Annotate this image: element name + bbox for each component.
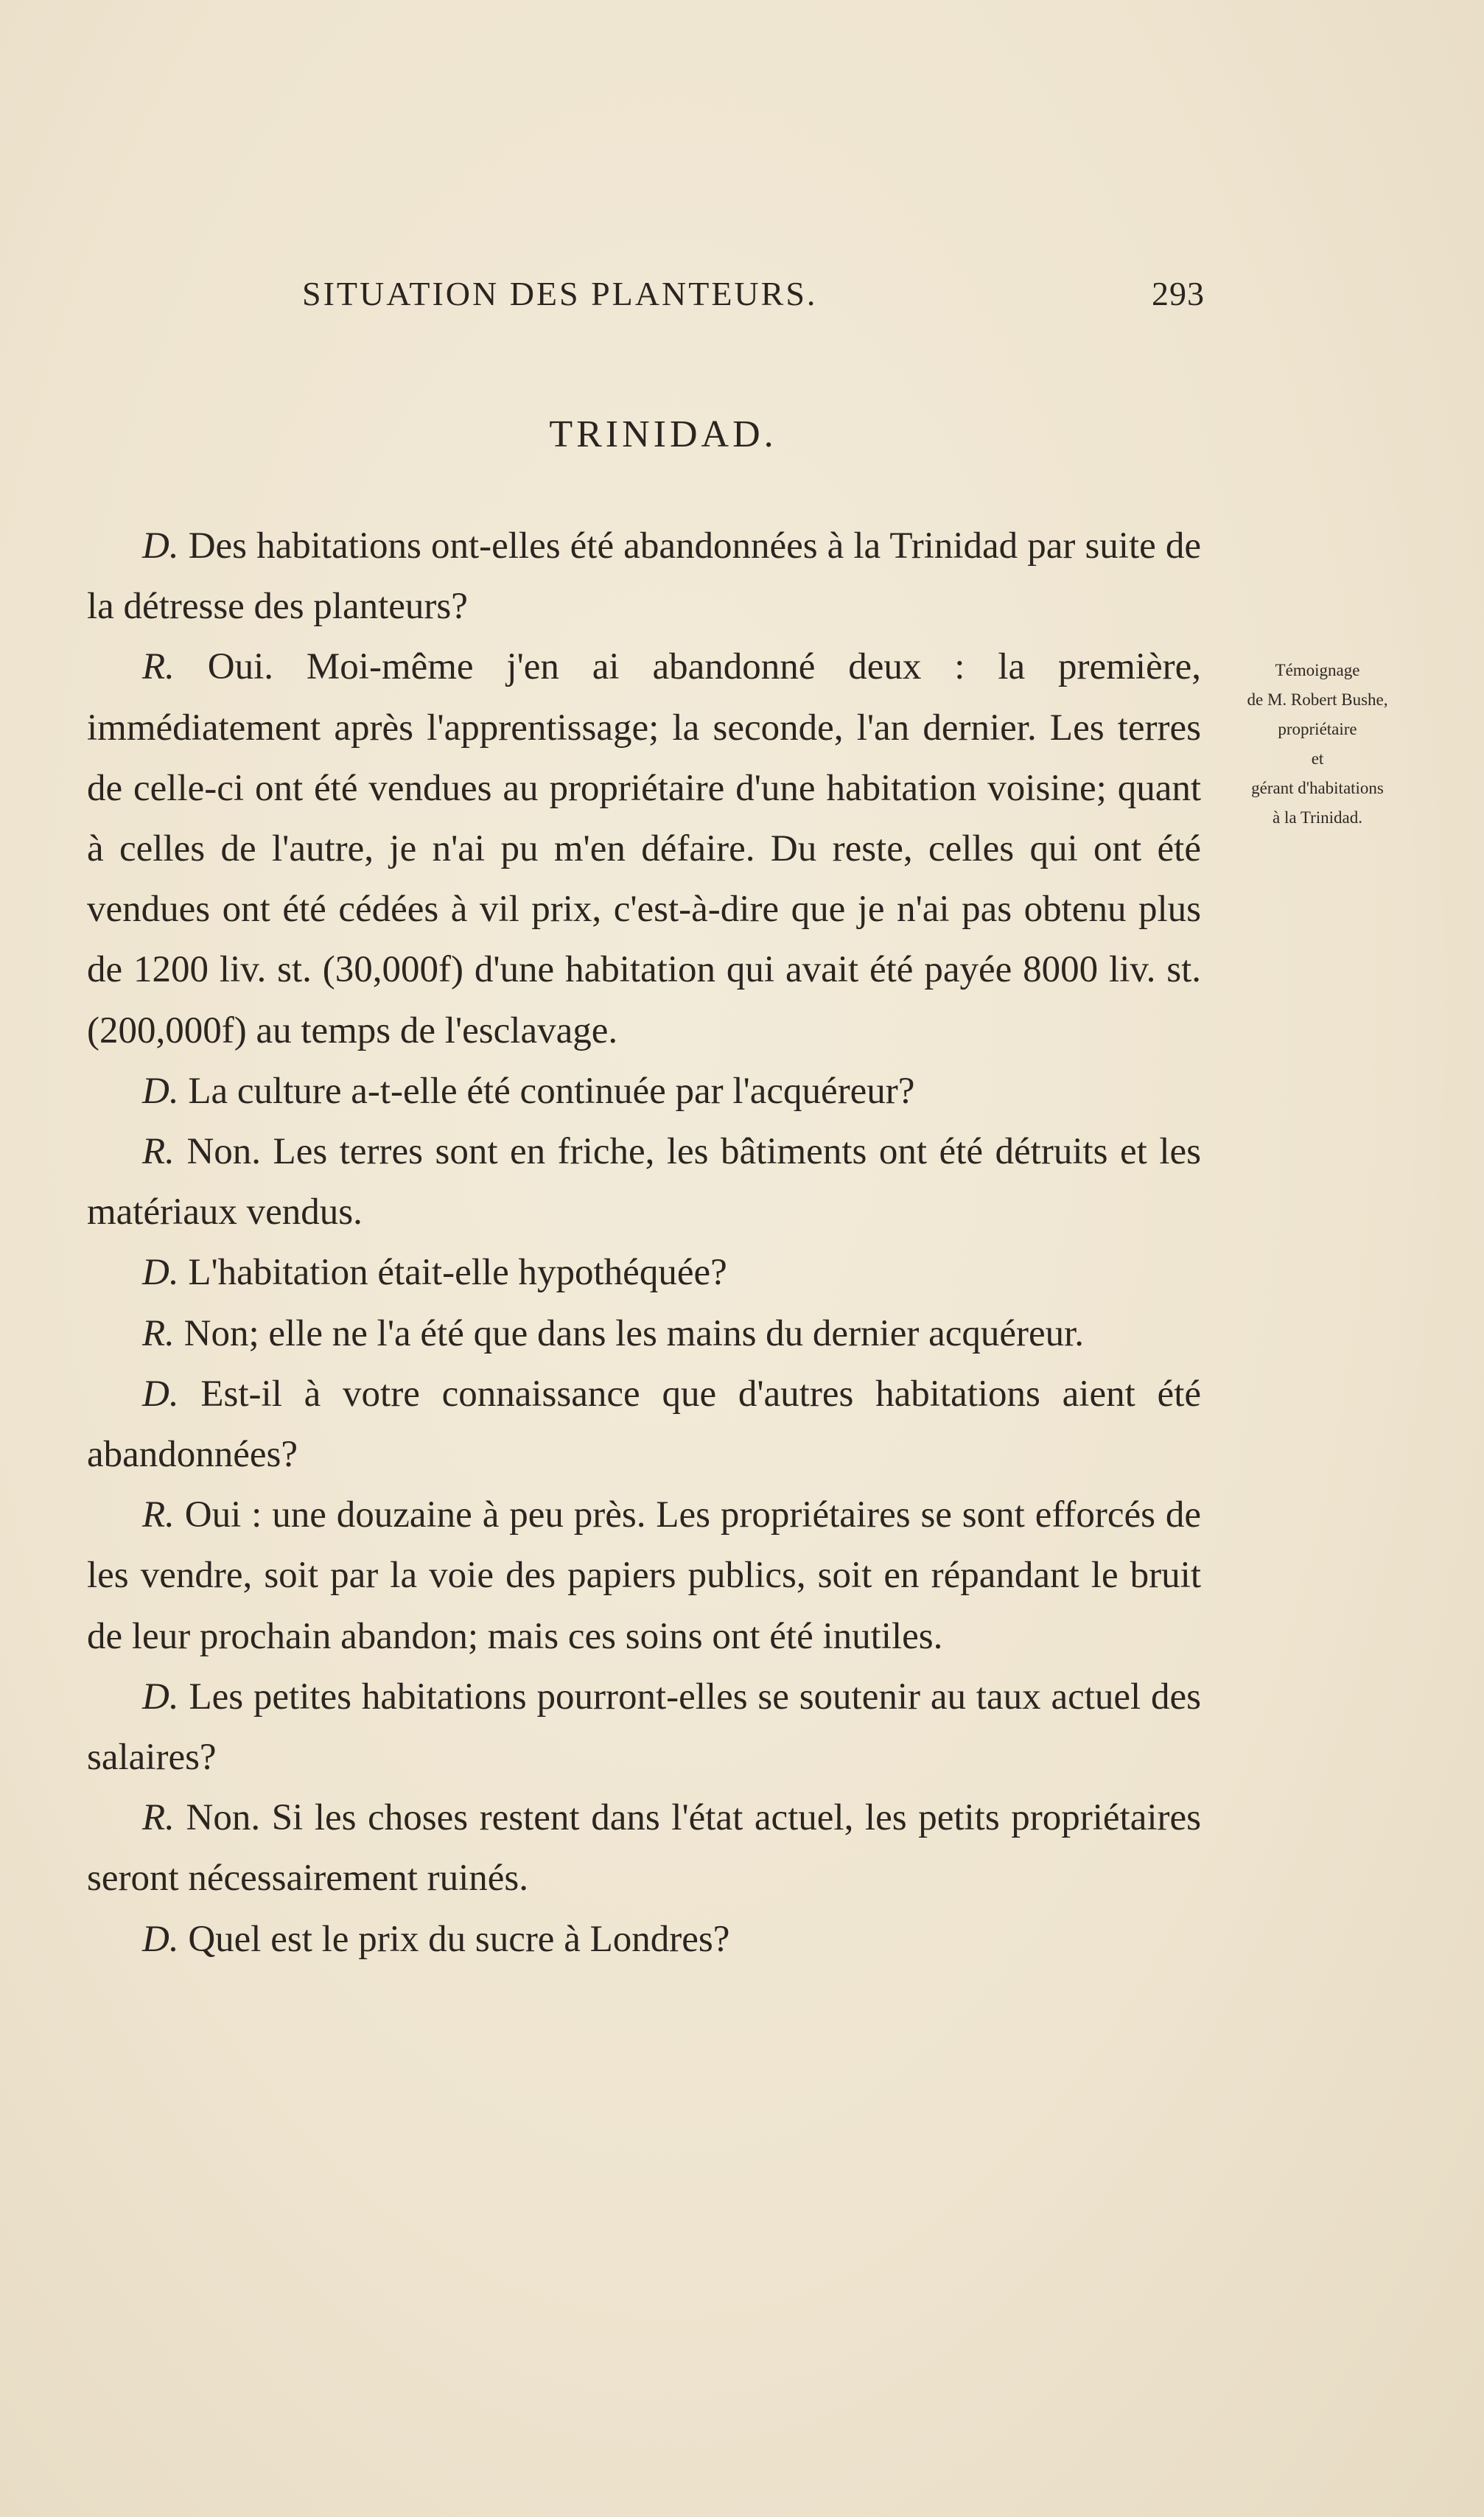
margin-note-line: gérant d'habitations (1251, 779, 1384, 797)
paragraph (87, 1485, 1201, 1667)
speaker-label: D. (142, 525, 179, 567)
margin-note-line: à la Trinidad. (1272, 808, 1363, 827)
speaker-label: R. (142, 1131, 175, 1173)
paragraph-text: Non. Les terres sont en friche, les bâtiments ont été détruits et les matériaux vendus. (87, 1131, 1202, 1233)
paragraph (87, 1364, 1201, 1485)
paragraph (87, 516, 1201, 637)
paragraph (87, 1303, 1201, 1364)
paragraph (87, 1788, 1201, 1908)
paragraph (87, 1061, 1201, 1121)
body-text (87, 516, 1201, 1970)
paragraph-text: Oui : une douzaine à peu près. Les propriétaires se sont efforcés de les vendre, soit par la voie des papiers publics, soit en répandant le bruit de leur prochain abandon; mais ces soins ont été inutiles. (87, 1494, 1201, 1657)
paragraph-text: L'habitation était-elle hypothéquée? (188, 1252, 727, 1294)
paragraph-text: Est-il à votre connaissance que d'autres habitations aient été abandonnées? (87, 1373, 1201, 1476)
paragraph-text: Les petites habitations pourront-elles se soutenir au taux actuel des salaires? (87, 1676, 1202, 1779)
speaker-label: R. (142, 1797, 175, 1839)
section-title: TRINIDAD. (549, 413, 777, 455)
speaker-label: D. (142, 1070, 179, 1112)
paragraph-text: Quel est le prix du sucre à Londres? (188, 1918, 730, 1960)
paragraph (87, 1242, 1201, 1303)
speaker-label: R. (142, 1494, 175, 1536)
paragraph-text: Non; elle ne l'a été que dans les mains du dernier acquéreur. (183, 1312, 1085, 1354)
paragraph (87, 637, 1201, 1060)
margin-note-line: propriétaire (1278, 720, 1357, 738)
speaker-label: D. (142, 1676, 179, 1718)
paragraph-text: Des habitations ont-elles été abandonnées à la Trinidad par suite de la détresse des planteurs? (87, 525, 1201, 628)
paragraph (87, 1909, 1201, 1970)
paragraph-text: Non. Si les choses restent dans l'état actuel, les petits propriétaires seront nécessairement ruinés. (87, 1797, 1201, 1900)
paragraph (87, 1667, 1201, 1788)
speaker-label: D. (142, 1918, 179, 1960)
running-title: SITUATION DES PLANTEURS. (302, 275, 818, 312)
margin-note (1214, 656, 1421, 833)
margin-note-line: et (1311, 749, 1324, 768)
running-header (302, 274, 1205, 318)
margin-note-line: de M. Robert Bushe, (1247, 690, 1388, 709)
speaker-label: R. (142, 646, 175, 688)
paragraph-text: Oui. Moi-même j'en ai abandonné deux : la première, immédiatement après l'apprentissage; la seconde, l'an dernier. Les terres de celle-ci ont été vendues au propriétaire d'une habitation voisine; quant à celles de l'autre, je n'ai pu m'en défaire. Du reste, celles qui ont été vendues ont été cédées à vil prix, c'est-à-dire que je n'ai pas obtenu plus de 1200 liv. st. (30,000f) d'une habitation qui avait été payée 8000 liv. st. (200,000f) au temps de l'esclavage. (87, 646, 1201, 1051)
speaker-label: R. (142, 1312, 175, 1354)
speaker-label: D. (142, 1373, 179, 1415)
speaker-label: D. (142, 1252, 179, 1294)
margin-note-line: Témoignage (1275, 661, 1360, 679)
page-number: 293 (1152, 275, 1205, 312)
paragraph (87, 1121, 1201, 1242)
paragraph-text: La culture a-t-elle été continuée par l'acquéreur? (188, 1070, 915, 1112)
